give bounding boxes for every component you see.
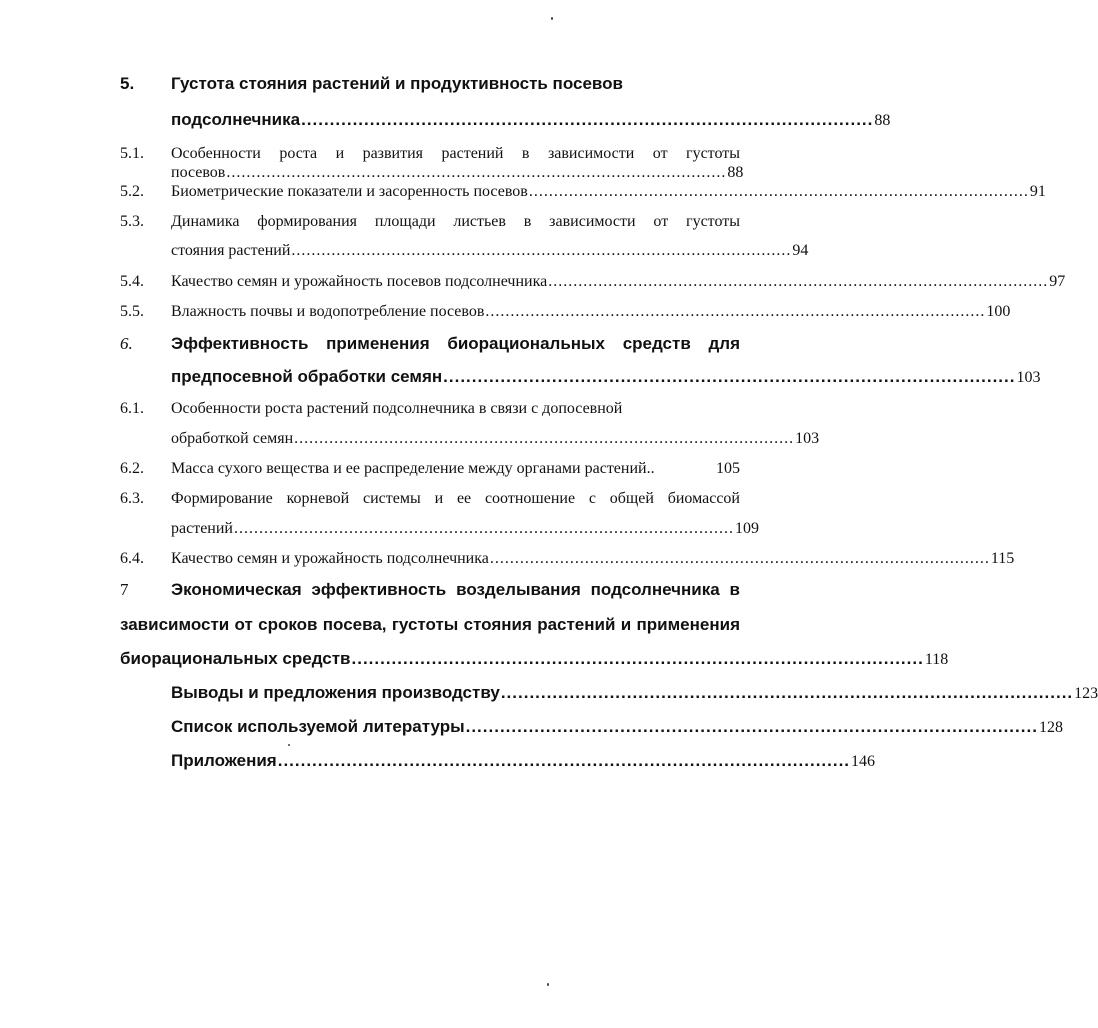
toc-section-5-3-number: 5.3. <box>120 213 144 230</box>
toc-leader-dots: .................................................................................................... <box>528 183 1029 200</box>
toc-section-6-1-number: 6.1. <box>120 400 144 417</box>
toc-conclusions-title: Выводы и предложения производству <box>171 683 500 702</box>
toc-section-5-1-title: Особенности роста и развития растений в зависимости от густоты <box>171 145 740 162</box>
toc-section-6-line1 <box>120 334 740 358</box>
toc-section-6-title: Эффективность применения биорациональных средств для <box>171 334 740 353</box>
toc-section-6-line2 <box>120 367 1041 391</box>
toc-section-6-4-number: 6.4. <box>120 550 144 567</box>
toc-leader-dots: .................................................................................................... <box>548 273 1049 290</box>
toc-section-6-2-title: Масса сухого вещества и ее распределение между органами растений.. <box>171 460 655 477</box>
toc-section-5-1-line1 <box>120 145 740 165</box>
toc-section-7-title: Экономическая эффективность возделывания подсолнечника в <box>171 580 740 599</box>
toc-appendix <box>120 751 876 775</box>
toc-leader-dots: .................................................................................................... <box>489 550 990 567</box>
toc-leader-dots: .................................................................................................... <box>301 110 874 129</box>
toc-appendix-page: 146 <box>851 753 876 770</box>
toc-section-6-1-page: 103 <box>795 430 820 447</box>
toc-section-7-number: 7 <box>120 580 129 599</box>
toc-leader-dots: .................................................................................................... <box>443 367 1016 386</box>
toc-section-5-title: Густота стояния растений и продуктивность посевов <box>171 74 623 93</box>
toc-section-6-1-title-cont: обработкой семян <box>171 430 294 447</box>
toc-section-5-4-page: 97 <box>1049 273 1066 290</box>
toc-section-6-3-title: Формирование корневой системы и ее соотношение с общей биомассой <box>171 490 740 507</box>
toc-section-5-3-title-cont: стояния растений <box>171 242 291 259</box>
toc-section-6-1-line1 <box>120 400 740 420</box>
toc-section-5-3-line1 <box>120 213 740 233</box>
toc-leader-dots: .................................................................................................... <box>465 717 1038 736</box>
toc-section-5-4-number: 5.4. <box>120 273 144 290</box>
toc-leader-dots: .................................................................................................... <box>294 430 795 447</box>
toc-section-5-number: 5. <box>120 74 135 93</box>
scan-speck <box>288 744 290 746</box>
toc-section-5-5-number: 5.5. <box>120 303 144 320</box>
toc-section-6-1-line2 <box>120 430 820 450</box>
scan-speck <box>547 983 549 986</box>
toc-literature-page: 128 <box>1038 719 1063 736</box>
toc-section-5-line1 <box>120 74 740 98</box>
toc-section-6-4-page: 115 <box>990 550 1015 567</box>
toc-section-6-page: 103 <box>1016 369 1041 386</box>
toc-section-5-3-line2 <box>120 242 809 262</box>
toc-section-6-4 <box>120 550 1015 570</box>
toc-section-5-3-title: Динамика формирования площади листьев в зависимости от густоты <box>171 213 740 230</box>
toc-section-7-line1 <box>120 580 740 604</box>
toc-section-5-page: 88 <box>874 112 891 129</box>
toc-leader-dots: .................................................................................................... <box>485 303 986 320</box>
toc-section-5-1-page: 88 <box>727 164 744 181</box>
toc-leader-dots: .................................................................................................... <box>351 649 924 668</box>
toc-leader-dots: .................................................................................................... <box>233 520 734 537</box>
toc-section-6-3-line2 <box>120 520 759 540</box>
toc-literature <box>120 717 1063 741</box>
toc-section-6-2-page: 105 <box>716 460 740 477</box>
toc-conclusions <box>120 683 1098 707</box>
toc-section-5-title-cont: подсолнечника <box>171 110 301 129</box>
toc-section-6-3-line1 <box>120 490 740 510</box>
toc-section-6-number: 6. <box>120 334 133 353</box>
toc-leader-dots: .................................................................................................... <box>500 683 1074 702</box>
toc-section-5-5-page: 100 <box>986 303 1011 320</box>
toc-section-6-title-cont: предпосевной обработки семян <box>171 367 443 386</box>
toc-section-5-line2 <box>120 110 891 134</box>
toc-section-6-1-title: Особенности роста растений подсолнечника в связи с допосевной <box>171 400 623 417</box>
toc-section-5-3-page: 94 <box>792 242 809 259</box>
toc-section-5-1-number: 5.1. <box>120 145 144 162</box>
toc-leader-dots: .................................................................................................... <box>291 242 792 259</box>
toc-section-5-2-title: Биометрические показатели и засоренность посевов <box>171 183 528 200</box>
toc-section-7-page: 118 <box>924 651 949 668</box>
toc-section-7-line3 <box>120 649 949 673</box>
toc-leader-dots: .................................................................................................... <box>277 751 851 770</box>
toc-section-6-4-title: Качество семян и урожайность подсолнечника <box>171 550 489 567</box>
toc-conclusions-page: 123 <box>1074 685 1098 702</box>
toc-appendix-title: Приложения <box>171 751 277 770</box>
toc-section-5-4 <box>120 273 1066 293</box>
toc-section-5-5-title: Влажность почвы и водопотребление посевов <box>171 303 485 320</box>
toc-section-5-5 <box>120 303 1011 323</box>
toc-section-5-2-number: 5.2. <box>120 183 144 200</box>
toc-section-6-3-title-cont: растений <box>171 520 233 537</box>
toc-section-6-2-number: 6.2. <box>120 460 144 477</box>
toc-section-6-3-number: 6.3. <box>120 490 144 507</box>
toc-section-5-2 <box>120 183 1046 203</box>
scan-speck <box>551 17 553 20</box>
toc-section-7-line2: зависимости от сроков посева, густоты стояния растений и применения <box>120 615 740 634</box>
toc-section-5-1-title-cont: посевов <box>171 164 226 181</box>
toc-leader-dots: .................................................................................................... <box>226 164 727 181</box>
toc-section-6-2 <box>120 460 740 480</box>
toc-section-7-title-cont: биорациональных средств <box>120 649 351 668</box>
toc-literature-title: Список используемой литературы <box>171 717 465 736</box>
toc-section-5-4-title: Качество семян и урожайность посевов подсолнечника <box>171 273 548 290</box>
toc-section-5-2-page: 91 <box>1029 183 1046 200</box>
toc-section-6-3-page: 109 <box>734 520 759 537</box>
toc-section-5-1-line2 <box>120 164 744 184</box>
